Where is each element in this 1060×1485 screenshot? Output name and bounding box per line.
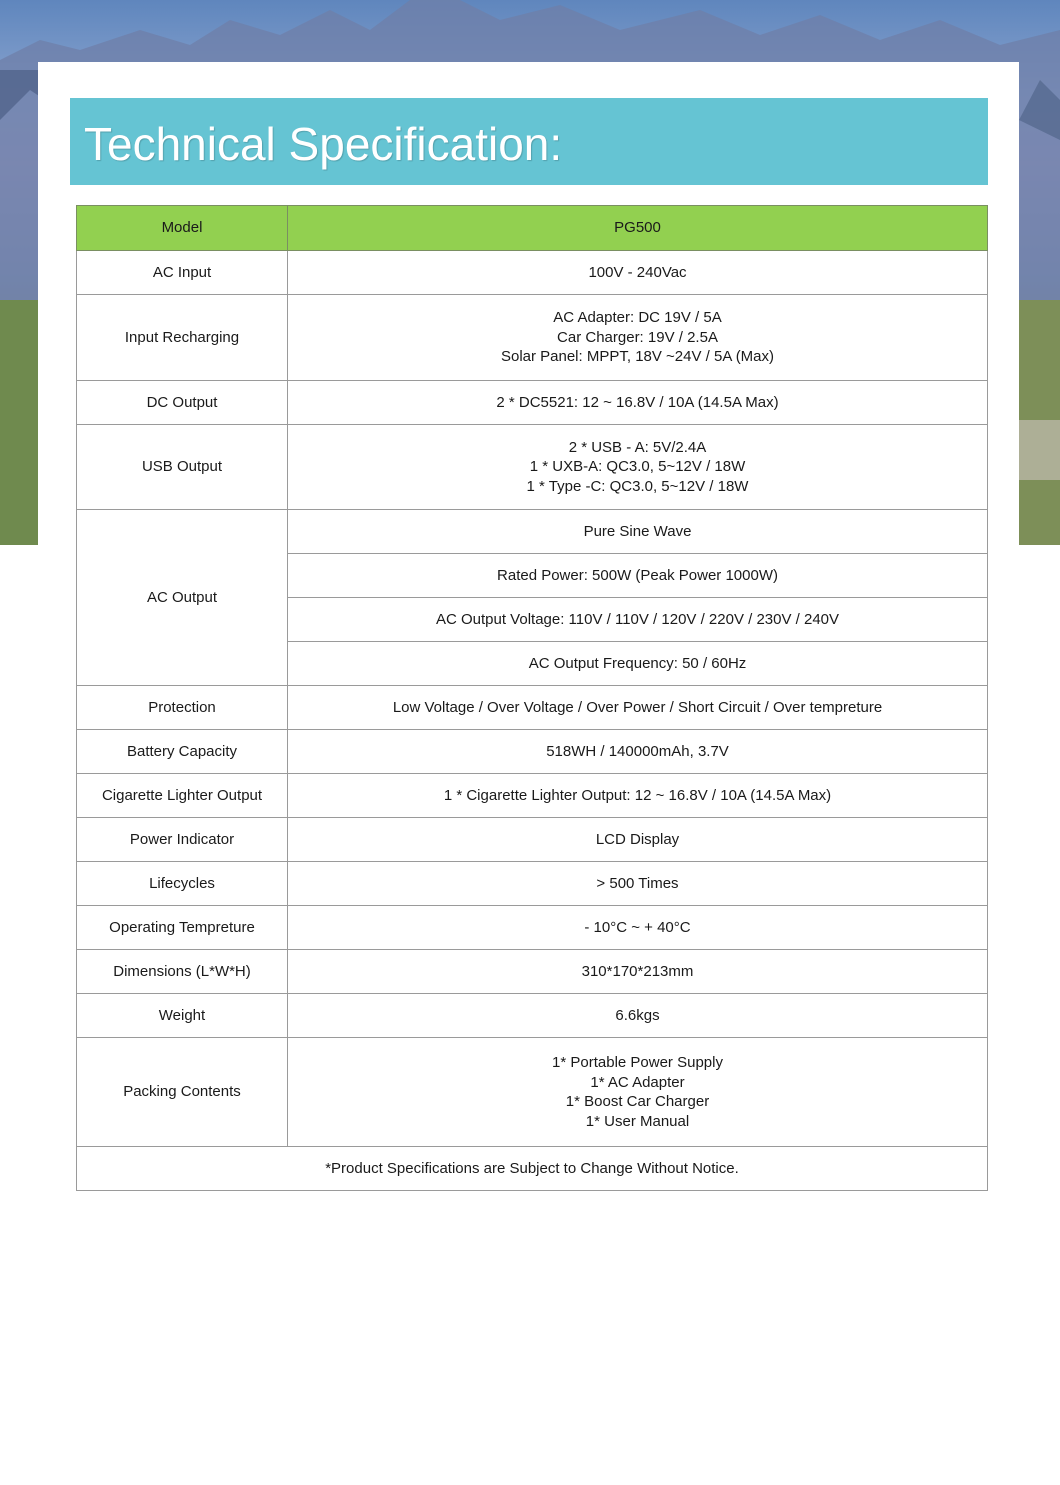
row-value: Rated Power: 500W (Peak Power 1000W)	[288, 554, 988, 598]
row-value: > 500 Times	[288, 862, 988, 906]
row-value: AC Adapter: DC 19V / 5A Car Charger: 19V / 2.5A Solar Panel: MPPT, 18V ~24V / 5A (Max)	[288, 295, 988, 381]
table-header-row	[77, 206, 988, 251]
table-row	[77, 994, 988, 1038]
row-value: 6.6kgs	[288, 994, 988, 1038]
row-label: Battery Capacity	[77, 730, 288, 774]
row-value: 100V - 240Vac	[288, 251, 988, 295]
table-row	[77, 381, 988, 425]
row-label: Dimensions (L*W*H)	[77, 950, 288, 994]
row-value: 2 * DC5521: 12 ~ 16.8V / 10A (14.5A Max)	[288, 381, 988, 425]
title-banner	[70, 98, 988, 185]
row-label: DC Output	[77, 381, 288, 425]
row-value: 1* Portable Power Supply 1* AC Adapter 1* Boost Car Charger 1* User Manual	[288, 1038, 988, 1147]
table-row	[77, 774, 988, 818]
table-row	[77, 510, 988, 554]
row-value: 2 * USB - A: 5V/2.4A 1 * UXB-A: QC3.0, 5~12V / 18W 1 * Type -C: QC3.0, 5~12V / 18W	[288, 425, 988, 510]
row-label: Lifecycles	[77, 862, 288, 906]
row-label: Input Recharging	[77, 295, 288, 381]
row-label: AC Input	[77, 251, 288, 295]
row-value: AC Output Voltage: 110V / 110V / 120V / 220V / 230V / 240V	[288, 598, 988, 642]
row-label: Protection	[77, 686, 288, 730]
row-value: 1 * Cigarette Lighter Output: 12 ~ 16.8V / 10A (14.5A Max)	[288, 774, 988, 818]
table-row	[77, 1038, 988, 1147]
table-row	[77, 425, 988, 510]
row-value: 518WH / 140000mAh, 3.7V	[288, 730, 988, 774]
table-row	[77, 730, 988, 774]
row-value: Pure Sine Wave	[288, 510, 988, 554]
row-value: LCD Display	[288, 818, 988, 862]
spec-table	[76, 205, 988, 1191]
row-label: Operating Tempreture	[77, 906, 288, 950]
row-value: AC Output Frequency: 50 / 60Hz	[288, 642, 988, 686]
table-row	[77, 818, 988, 862]
table-row	[77, 906, 988, 950]
table-row	[77, 295, 988, 381]
header-value: PG500	[288, 206, 988, 251]
row-label: USB Output	[77, 425, 288, 510]
row-label: Packing Contents	[77, 1038, 288, 1147]
row-label: AC Output	[77, 510, 288, 686]
row-label: Power Indicator	[77, 818, 288, 862]
row-label: Cigarette Lighter Output	[77, 774, 288, 818]
table-row	[77, 950, 988, 994]
page-title: Technical Specification:	[84, 118, 563, 170]
footnote: *Product Specifications are Subject to Change Without Notice.	[77, 1147, 988, 1191]
row-label: Weight	[77, 994, 288, 1038]
header-label: Model	[77, 206, 288, 251]
row-value: - 10°C ~ + 40°C	[288, 906, 988, 950]
row-value: Low Voltage / Over Voltage / Over Power / Short Circuit / Over tempreture	[288, 686, 988, 730]
table-row	[77, 862, 988, 906]
row-value: 310*170*213mm	[288, 950, 988, 994]
table-row	[77, 686, 988, 730]
footnote-row	[77, 1147, 988, 1191]
table-row	[77, 251, 988, 295]
